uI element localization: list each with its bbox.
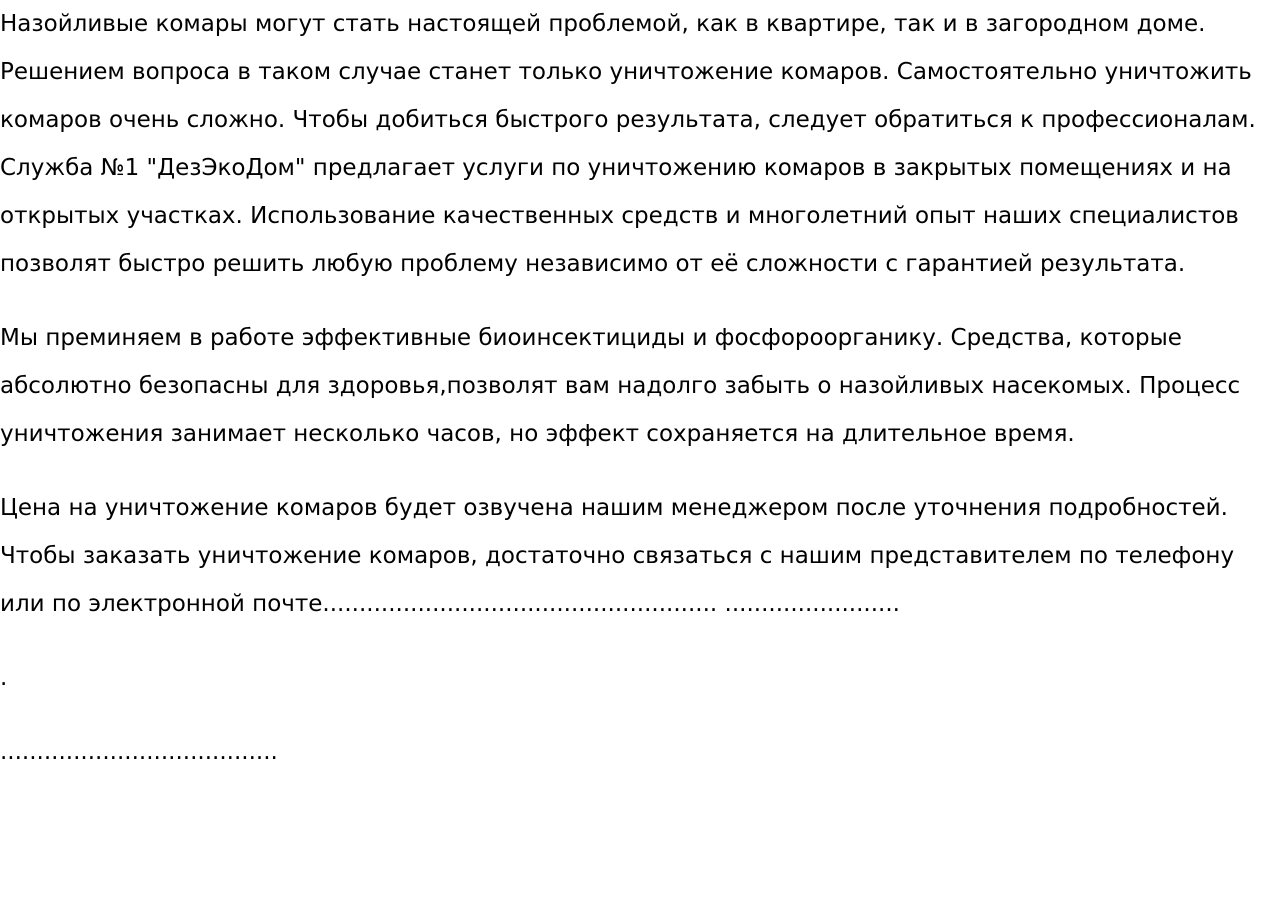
paragraph-dot: . [0, 665, 8, 691]
paragraph-pricing: Цена на уничтожение комаров будет озвучена нашим менеджером после уточнения подробностей. Чтобы заказать уничтожение комаров, достаточно связаться с нашим представителем по телефону или по электронной почте...................................................... ........................ [0, 495, 1235, 617]
paragraph-dots: ...................................... [0, 739, 278, 765]
paragraph-methods: Мы преминяем в работе эффективные биоинсектициды и фосфороорганику. Средства, которые абсолютно безопасны для здоровья,позволят вам надолго забыть о назойливых насекомых. Процесс уничтожения занимает несколько часов, но эффект сохраняется на длительное время. [0, 325, 1241, 447]
paragraph-intro: Назойливые комары могут стать настоящей проблемой, как в квартире, так и в загородном доме. Решением вопроса в таком случае станет только уничтожение комаров. Самостоятельно уничтожить комаров очень сложно. Чтобы добиться быстрого результата, следует обратиться к профессионалам. Служба №1 "ДезЭкоДом" предлагает услуги по уничтожению комаров в закрытых помещениях и на открытых участках. Использование качественных средств и многолетний опыт наших специалистов позволят быстро решить любую проблему независимо от её сложности с гарантией результата. [0, 11, 1256, 277]
